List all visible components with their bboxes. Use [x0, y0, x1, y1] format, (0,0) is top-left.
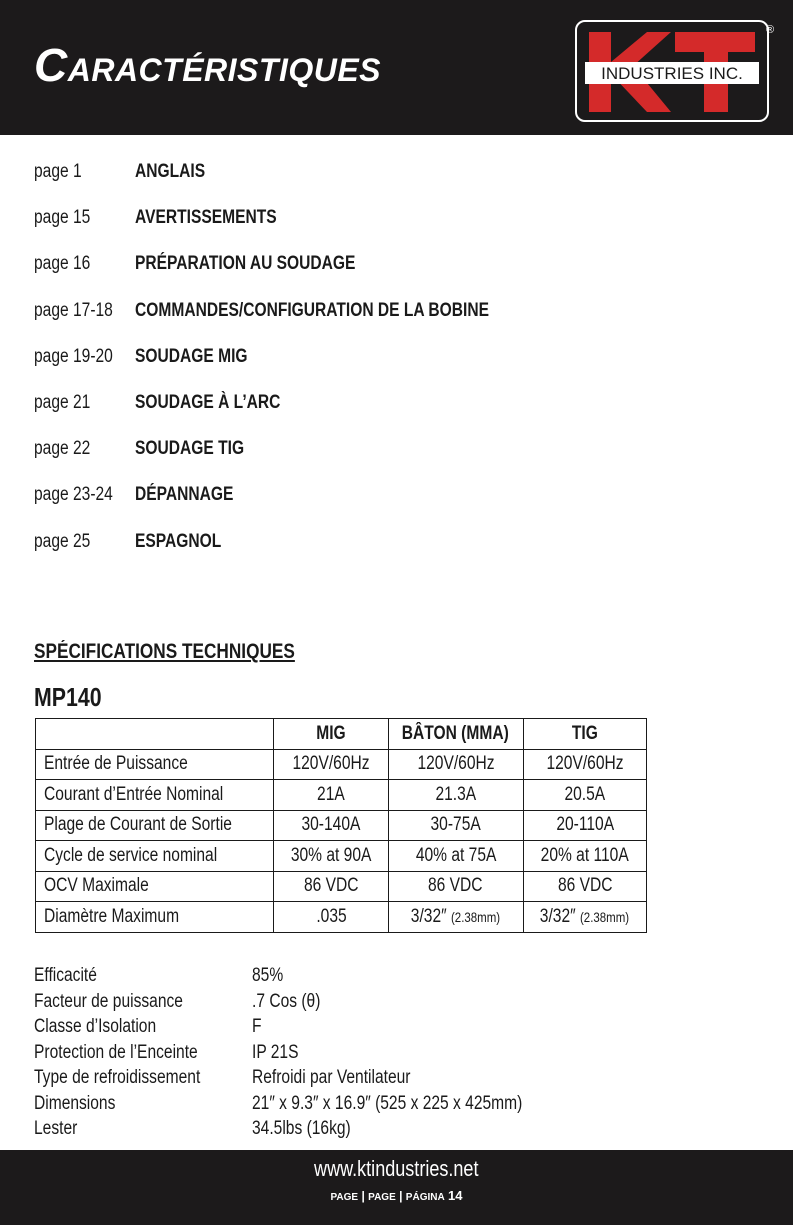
spec-row	[36, 871, 647, 902]
spec-row-label: Entrée de Puissance	[36, 749, 274, 780]
property-label: Classe d’Isolation	[34, 1016, 157, 1037]
spec-table	[35, 718, 647, 933]
spec-row	[36, 780, 647, 811]
kt-logo-mark-icon	[577, 22, 767, 120]
property-value: 21″ x 9.3″ x 16.9″ (525 x 225 x 425mm)	[252, 1092, 523, 1114]
toc-section-title: SOUDAGE À L’ARC	[135, 391, 281, 413]
toc-page-ref: page 15	[34, 207, 91, 229]
toc-page-ref: page 1	[34, 161, 82, 182]
spec-row-label: Diamètre Maximum	[36, 902, 274, 933]
page-number: 14	[448, 1188, 463, 1203]
spec-cell-mig: .035	[274, 902, 389, 933]
kt-industries-logo	[575, 20, 769, 122]
spec-cell-mig: 86 VDC	[274, 871, 389, 902]
spec-cell-tig: 3/32″ (2.38mm)	[523, 902, 646, 933]
toc-section-title: AVERTISSEMENTS	[135, 207, 277, 229]
toc-section-title: SOUDAGE TIG	[135, 438, 245, 460]
toc-section-title: ANGLAIS	[135, 161, 206, 182]
header-band	[0, 0, 793, 135]
toc-section-title: COMMANDES/CONFIGURATION DE LA BOBINE	[135, 299, 490, 321]
toc-section-title: SOUDAGE MIG	[135, 345, 248, 367]
property-value: F	[252, 1016, 262, 1037]
page-title: Caractéristiques	[34, 39, 382, 91]
page-number-line: PAGE | PAGE | PÁGINA 14	[330, 1188, 463, 1203]
property-value: Refroidi par Ventilateur	[252, 1067, 411, 1088]
toc-page-ref: page 21	[34, 391, 91, 413]
toc-page-ref: page 19-20	[34, 345, 113, 367]
property-label: Protection de l’Enceinte	[34, 1041, 198, 1063]
spec-cell-baton: 86 VDC	[388, 871, 523, 902]
toc-page-ref: page 22	[34, 438, 91, 460]
property-label: Facteur de puissance	[34, 990, 183, 1012]
spec-cell-baton: 120V/60Hz	[388, 749, 523, 780]
spec-row	[36, 810, 647, 841]
toc-page-ref: page 17-18	[34, 299, 113, 321]
spec-header-row	[36, 719, 647, 750]
spec-cell-mig: 120V/60Hz	[274, 749, 389, 780]
spec-cell-baton: 40% at 75A	[388, 841, 523, 872]
spec-cell-tig: 120V/60Hz	[523, 749, 646, 780]
registered-mark: ®	[766, 24, 775, 36]
spec-cell-tig: 86 VDC	[523, 871, 646, 902]
property-value: 34.5lbs (16kg)	[252, 1118, 351, 1139]
toc-page-ref: page 23-24	[34, 484, 113, 506]
spec-row	[36, 902, 647, 933]
spec-header-mig: MIG	[274, 719, 389, 750]
footer-band	[0, 1150, 793, 1225]
property-label: Dimensions	[34, 1092, 116, 1114]
property-label: Efficacité	[34, 965, 97, 986]
website-url: www.ktindustries.net	[314, 1156, 479, 1181]
toc-section-title: DÉPANNAGE	[135, 484, 234, 506]
model-name: MP140	[34, 682, 102, 712]
spec-header-tig: TIG	[523, 719, 646, 750]
toc-section-title: PRÉPARATION AU SOUDAGE	[135, 253, 356, 275]
spec-row-label: Cycle de service nominal	[36, 841, 274, 872]
spec-row-label: OCV Maximale	[36, 871, 274, 902]
spec-cell-tig: 20-110A	[523, 810, 646, 841]
spec-cell-baton: 21.3A	[388, 780, 523, 811]
spec-heading: SPÉCIFICATIONS TECHNIQUES	[34, 640, 295, 663]
toc-page-ref: page 16	[34, 253, 91, 275]
property-label: Type de refroidissement	[34, 1067, 201, 1088]
property-value: .7 Cos (θ)	[252, 990, 321, 1012]
spec-cell-tig: 20% at 110A	[523, 841, 646, 872]
spec-row-label: Plage de Courant de Sortie	[36, 810, 274, 841]
spec-header-empty	[36, 719, 274, 750]
toc-page-ref: page 25	[34, 530, 91, 552]
spec-header-baton: BÂTON (MMA)	[388, 719, 523, 750]
spec-row-label: Courant d’Entrée Nominal	[36, 780, 274, 811]
logo-text: INDUSTRIES INC.	[601, 64, 743, 83]
spec-cell-baton: 30-75A	[388, 810, 523, 841]
toc-section-title: ESPAGNOL	[135, 530, 222, 552]
spec-cell-mig: 30% at 90A	[274, 841, 389, 872]
spec-cell-mig: 21A	[274, 780, 389, 811]
spec-cell-baton: 3/32″ (2.38mm)	[388, 902, 523, 933]
spec-row	[36, 841, 647, 872]
property-value: IP 21S	[252, 1041, 299, 1063]
property-value: 85%	[252, 965, 284, 986]
property-label: Lester	[34, 1118, 78, 1139]
spec-cell-mig: 30-140A	[274, 810, 389, 841]
spec-cell-tig: 20.5A	[523, 780, 646, 811]
spec-row	[36, 749, 647, 780]
